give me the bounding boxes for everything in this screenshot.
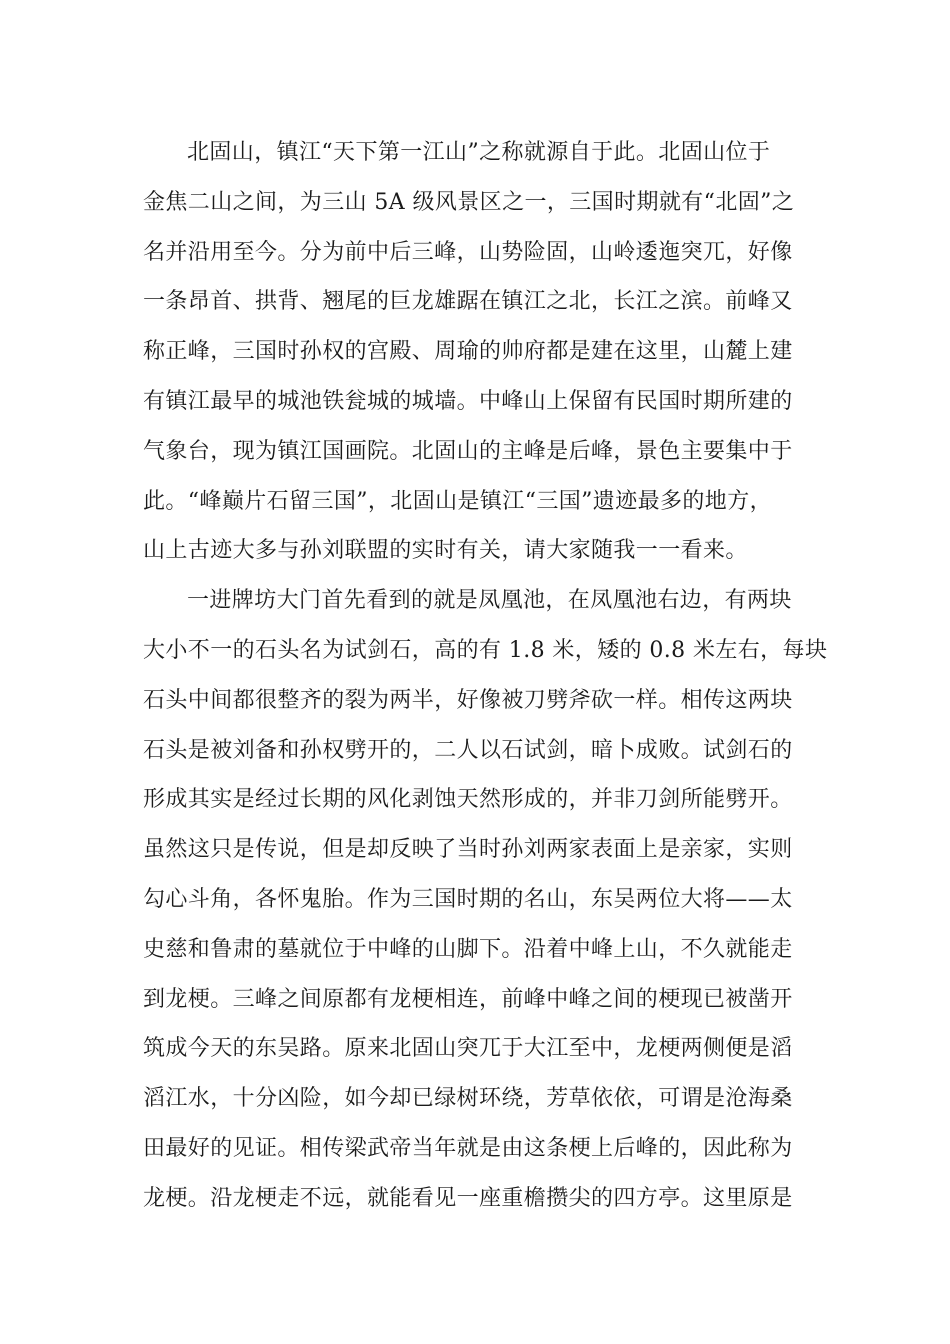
text-line: 龙梗。沿龙梗走不远，就能看见一座重檐攒尖的四方亭。这里原是	[143, 1185, 793, 1211]
text-line: 石头是被刘备和孙权劈开的，二人以石试剑，暗卜成败。试剑石的	[143, 737, 793, 763]
paragraph-1	[143, 128, 815, 576]
text-line: 到龙梗。三峰之间原都有龙梗相连，前峰中峰之间的梗现已被凿开	[143, 986, 793, 1012]
text-line: 有镇江最早的城池铁瓮城的城墙。中峰山上保留有民国时期所建的	[143, 388, 793, 414]
paragraph-2	[143, 576, 828, 1223]
text-line: 滔江水，十分凶险，如今却已绿树环绕，芳草依依，可谓是沧海桑	[143, 1086, 793, 1112]
text-line: 石头中间都很整齐的裂为两半，好像被刀劈斧砍一样。相传这两块	[143, 687, 793, 713]
text-line: 形成其实是经过长期的风化剥蚀天然形成的，并非刀剑所能劈开。	[143, 787, 793, 813]
text-line: 勾心斗角，各怀鬼胎。作为三国时期的名山，东吴两位大将——太	[143, 886, 793, 912]
text-line: 虽然这只是传说，但是却反映了当时孙刘两家表面上是亲家，实则	[143, 837, 793, 863]
text-line: 名并沿用至今。分为前中后三峰，山势险固，山岭逶迤突兀，好像	[143, 239, 793, 265]
text-line: 一条昂首、拱背、翘尾的巨龙雄踞在镇江之北，长江之滨。前峰又	[143, 289, 793, 315]
text-line: 金焦二山之间，为三山 5A 级风景区之一，三国时期就有“北固”之	[143, 189, 795, 215]
text-line: 一进牌坊大门首先看到的就是凤凰池，在凤凰池右边，有两块	[187, 588, 792, 614]
text-line: 史慈和鲁肃的墓就位于中峰的山脚下。沿着中峰上山，不久就能走	[143, 936, 793, 962]
text-line: 田最好的见证。相传梁武帝当年就是由这条梗上后峰的，因此称为	[143, 1135, 793, 1161]
document-body	[143, 128, 828, 1224]
text-line: 筑成今天的东吴路。原来北固山突兀于大江至中，龙梗两侧便是滔	[143, 1036, 793, 1062]
text-line: 此。“峰巅片石留三国”，北固山是镇江“三国”遗迹最多的地方，	[143, 488, 772, 514]
text-line: 山上古迹大多与孙刘联盟的实时有关，请大家随我一一看来。	[143, 538, 748, 564]
text-line: 称正峰，三国时孙权的宫殿、周瑜的帅府都是建在这里，山麓上建	[143, 339, 793, 365]
text-line: 大小不一的石头名为试剑石，高的有 1.8 米，矮的 0.8 米左右，每块	[143, 637, 828, 663]
text-line: 北固山，镇江“天下第一江山”之称就源自于此。北固山位于	[187, 140, 771, 165]
text-line: 气象台，现为镇江国画院。北固山的主峰是后峰，景色主要集中于	[143, 438, 793, 464]
